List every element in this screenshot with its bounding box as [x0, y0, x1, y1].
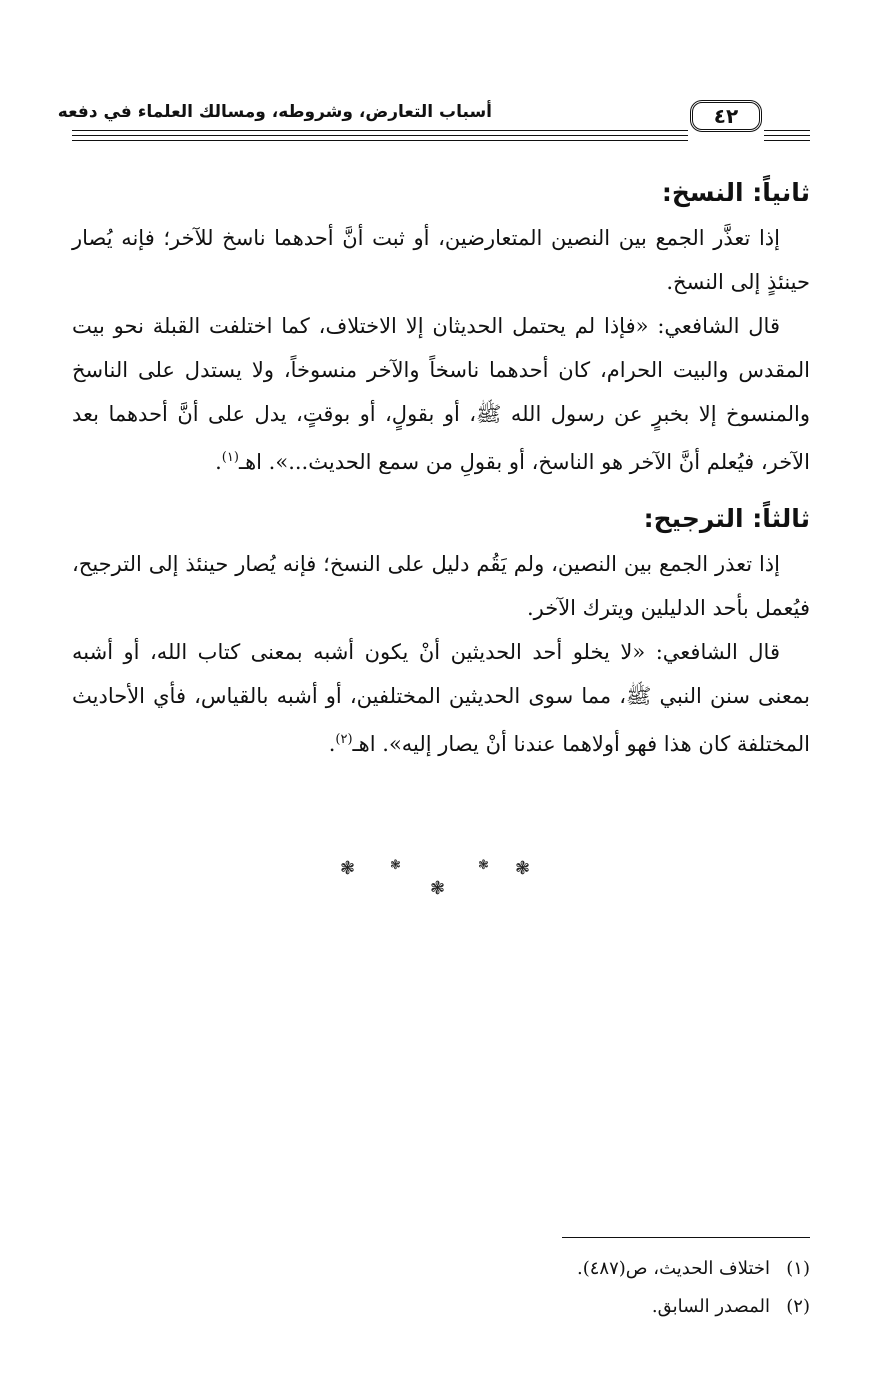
- header-title: أسباب التعارض، وشروطه، ومسالك العلماء في دفعه: [57, 102, 492, 122]
- header-rule: [764, 130, 810, 131]
- footnote: [72, 1288, 810, 1326]
- ornament-star-icon: ❃: [430, 878, 446, 899]
- ornament-star-icon: ❃: [340, 858, 356, 879]
- quote-paragraph: قال الشافعي: «لا يخلو أحد الحديثين أنْ يكون أشبه بمعنى كتاب الله، أو أشبه بمعنى سنن النبي ﷺ، مما سوى الحديثين المختلفين، أو أشبه بالقياس، فأي الأحاديث المختلفة كان هذا فهو أولاهما عندنا أنْ يصار إليه». اهـ$^{(٢)}$.: [72, 640, 810, 756]
- ornament-star-icon: ❃: [390, 858, 401, 873]
- quote-paragraph: قال الشافعي: «فإذا لم يحتمل الحديثان إلا الاختلاف، كما اختلفت القبلة نحو بيت المقدس والبيت الحرام، كان أحدهما ناسخاً والآخر منسوخاً، ولا يستدل على الناسخ والمنسوخ إلا بخبرٍ عن رسول الله ﷺ، أو بقولٍ، أو بوقتٍ، يدل على أنَّ أحدهما بعد الآخر، فيُعلم أنَّ الآخر هو الناسخ، أو بقولِ من سمع الحديث...». اهـ$^{(١)}$.: [72, 314, 810, 474]
- section-ornament: [340, 858, 540, 902]
- footnote-number: (٢): [786, 1296, 810, 1317]
- footnotes: [72, 1250, 810, 1326]
- footnote-ref: (١): [221, 450, 239, 465]
- paragraph: إذا تعذَّر الجمع بين النصين المتعارضين، أو ثبت أنَّ أحدهما ناسخ للآخر؛ فإنه يُصار حينئذٍ إلى النسخ.: [72, 226, 810, 294]
- quote-text: قال الشافعي: «فإذا لم يحتمل الحديثان إلا الاختلاف، كما اختلفت القبلة نحو بيت المقدس والبيت الحرام، كان أحدهما ناسخاً والآخر منسوخاً، ولا يستدل على الناسخ والمنسوخ إلا بخبرٍ عن رسول الله ﷺ، أو بقولٍ، أو بوقتٍ، يدل على أنَّ أحدهما بعد الآخر، فيُعلم أنَّ الآخر هو الناسخ، أو بقولِ من سمع الحديث...». اهـ: [72, 314, 810, 474]
- running-header: [57, 100, 810, 150]
- quote-text: قال الشافعي: «لا يخلو أحد الحديثين أنْ يكون أشبه بمعنى كتاب الله، أو أشبه بمعنى سنن النبي ﷺ، مما سوى الحديثين المختلفين، أو أشبه بالقياس، فأي الأحاديث المختلفة كان هذا فهو أولاهما عندنا أنْ يصار إليه». اهـ: [72, 640, 810, 756]
- footnote-text: المصدر السابق.: [651, 1296, 770, 1317]
- footnote-separator: [562, 1237, 810, 1238]
- section-heading-naskh: ثانياً: النسخ:: [661, 178, 810, 207]
- footnote-number: (١): [786, 1258, 810, 1279]
- footnote: [72, 1250, 810, 1288]
- page-number: ٤٢: [690, 100, 762, 132]
- header-rule: [72, 130, 688, 131]
- footnote-ref: (٢): [335, 732, 353, 747]
- main-text: [72, 170, 810, 766]
- section-heading-tarjih: ثالثاً: الترجيح:: [643, 504, 810, 533]
- paragraph: إذا تعذر الجمع بين النصين، ولم يَقُم دليل على النسخ؛ فإنه يُصار حينئذ إلى الترجيح، فيُعمل بأحد الدليلين ويترك الآخر.: [72, 552, 810, 620]
- ornament-star-icon: ❃: [515, 858, 531, 879]
- footnote-text: اختلاف الحديث، ص(٤٨٧).: [577, 1258, 770, 1279]
- header-rule: [72, 135, 688, 136]
- ornament-star-icon: ❃: [478, 858, 489, 873]
- header-rule: [764, 140, 810, 141]
- header-rule: [72, 140, 688, 141]
- header-rule: [764, 135, 810, 136]
